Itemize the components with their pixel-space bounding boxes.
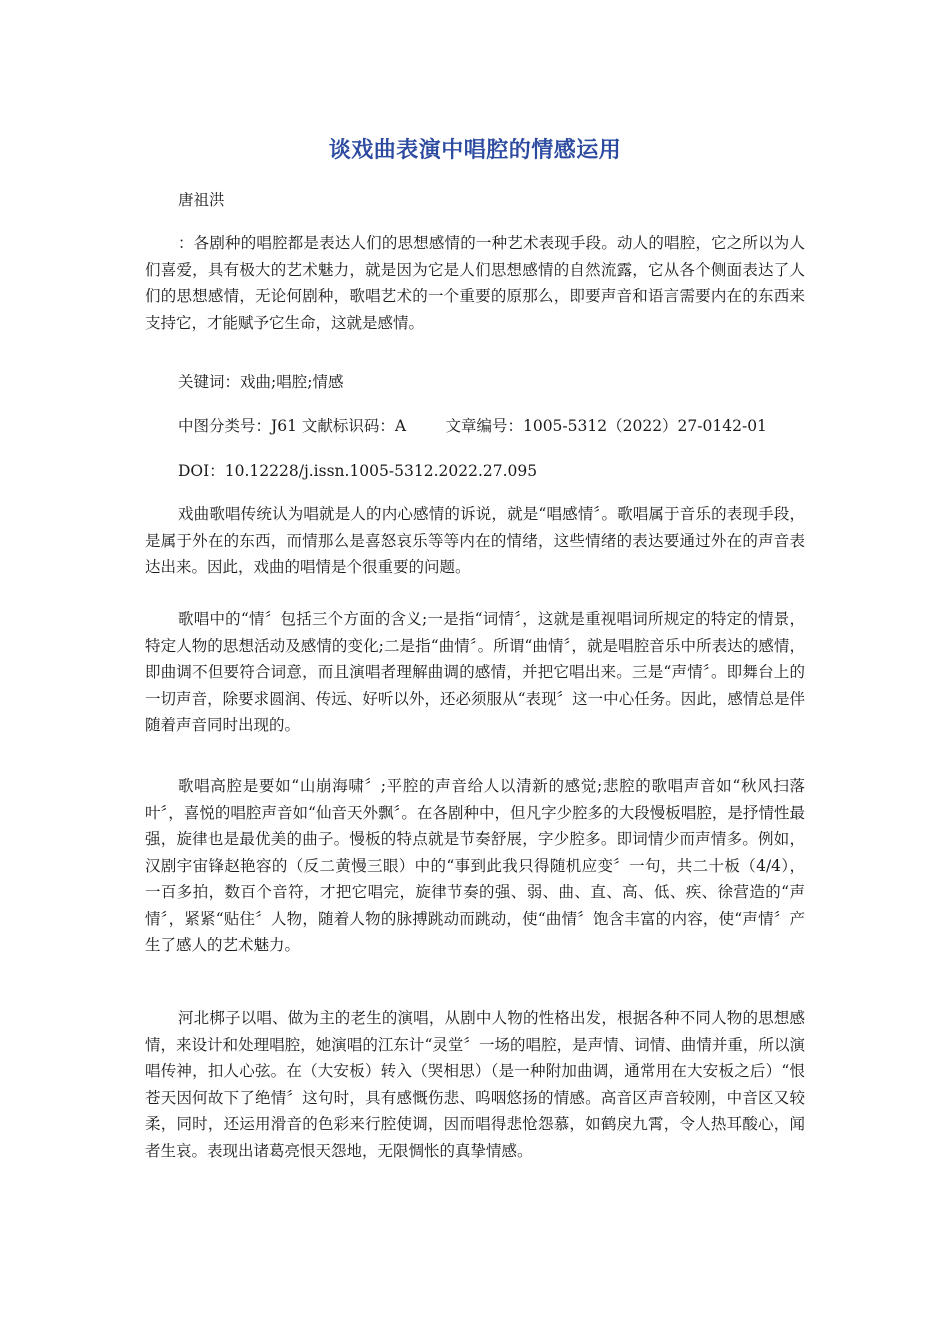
classification-line: 中图分类号：J61 文献标识码：A 文章编号：1005-5312（2022）27-0142-01 [178,417,767,435]
body-paragraph: 歌唱中的“情〞包括三个方面的含义;一是指“词情〞，这就是重视唱词所规定的特定的情景，特定人物的思想活动及感情的变化;二是指“曲情〞。所谓“曲情〞，就是唱腔音乐中所表达的感情，即曲调不但要符合词意，而且演唱者理解曲调的感情，并把它唱出来。三是“声情〞。即舞台上的一切声音，除要求圆润、传远、好听以外，还必须服从“表现〞这一中心任务。因此，感情总是伴随着声音同时出现的。 [145,610,805,734]
document-title: 谈戏曲表演中唱腔的情感运用 [328,138,622,163]
abstract-paragraph: ：各剧种的唱腔都是表达人们的思想感情的一种艺术表现手段。动人的唱腔，它之所以为人们喜爱，具有极大的艺术魅力，就是因为它是人们思想感情的自然流露，它从各个侧面表达了人们的思想感情，无论何剧种，歌唱艺术的一个重要的原那么，即要声音和语言需要内在的东西来支持它，才能赋予它生命，这就是感情。 [145,234,805,332]
body-paragraph: 歌唱高腔是要如“山崩海啸〞;平腔的声音给人以清新的感觉;悲腔的歌唱声音如“秋风扫落叶〞，喜悦的唱腔声音如“仙音天外飘〞。在各剧种中，但凡字少腔多的大段慢板唱腔，是抒情性最强，旋律也是最优美的曲子。慢板的特点就是节奏舒展，字少腔多。即词情少而声情多。例如，汉剧宇宙锋赵艳容的（反二黄慢三眼）中的“事到此我只得随机应变〞一句，共二十板（4/4），一百多拍，数百个音符，才把它唱完，旋律节奏的强、弱、曲、直、高、低、疾、徐营造的“声情〞，紧紧“贴住〞人物，随着人物的脉搏跳动而跳动，使“曲情〞饱含丰富的内容，使“声情〞产生了感人的艺术魅力。 [145,777,805,954]
author-name: 唐祖洪 [178,191,225,209]
doi-line: DOI：10.12228/j.issn.1005-5312.2022.27.095 [178,462,538,480]
keywords-line: 关键词：戏曲;唱腔;情感 [178,373,344,391]
body-paragraph: 戏曲歌唱传统认为唱就是人的内心感情的诉说，就是“唱感情〞。歌唱属于音乐的表现手段，是属于外在的东西，而情那么是喜怒哀乐等等内在的情绪，这些情绪的表达要通过外在的声音表达出来。因此，戏曲的唱情是个很重要的问题。 [145,505,805,576]
body-paragraph: 河北梆子以唱、做为主的老生的演唱，从剧中人物的性格出发，根据各种不同人物的思想感情，来设计和处理唱腔，她演唱的江东计“灵堂〞一场的唱腔，是声情、词情、曲情并重，所以演唱传神，扣人心弦。在（大安板）转入（哭相思）（是一种附加曲调，通常用在大安板之后）“恨苍天因何故下了绝情〞这句时，具有感慨伤悲、呜咽悠扬的情感。高音区声音较刚，中音区又较柔，同时，还运用滑音的色彩来行腔使调，因而唱得悲怆怨慕，如鹤戾九霄，令人热耳酸心，闻者生哀。表现出诸葛亮恨天怨地，无限惆怅的真挚情感。 [145,1009,805,1160]
